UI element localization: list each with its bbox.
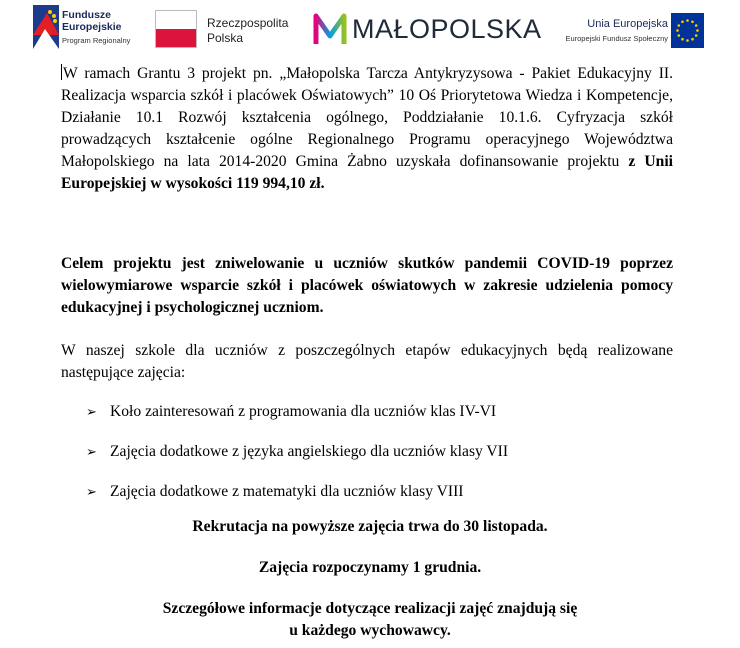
list-item-text: Zajęcia dodatkowe z matematyki dla uczniów klasy VIII: [110, 483, 464, 500]
fundusze-line3: Program Regionalny: [62, 36, 131, 45]
intro-text: W ramach Grantu 3 projekt pn. „Małopolska Tarcza Antykryzysowa - Pakiet Edukacyjny II. Realizacja wsparcia szkół i placówek Oświatowych” 10 Oś Priorytetowa Wiedza i Kompetencje, Działanie 10.1 Rozwój kształcenia ogólnego, Poddziałanie 10.1.6. Cyfryzacja szkół prowadzących kształcenie ogólne Regionalnego Programu operacyjnego Województwa Małopolskiego na lata 2014-2020 Gmina Żabno uzyskała dofinansowanie projektu: [61, 65, 673, 170]
malopolska-m-icon: [313, 12, 347, 46]
arrowhead-icon: ➢: [86, 445, 97, 460]
text-cursor: [61, 64, 62, 80]
polish-flag-icon: [155, 10, 197, 48]
details-line1: Szczegółowe informacje dotyczące realizacji zajęć znajdują się: [162, 600, 578, 617]
fundusze-line2: Europejskie: [62, 21, 122, 33]
list-item-text: Zajęcia dodatkowe z języka angielskiego dla uczniów klasy VII: [110, 443, 509, 460]
fundusze-line1: Fundusze: [62, 9, 111, 21]
malopolska-wordmark: MAŁOPOLSKA: [352, 14, 542, 44]
fundusze-europejskie-emblem-icon: [33, 5, 59, 49]
eu-flag-icon: [671, 13, 704, 48]
rzeczpospolita-line2: Polska: [207, 31, 244, 45]
recruitment-notice: Rekrutacja na powyższe zajęcia trwa do 30 listopada.: [192, 518, 548, 535]
start-date-notice: Zajęcia rozpoczynamy 1 grudnia.: [258, 559, 482, 576]
intro-paragraph: [61, 63, 673, 195]
rzeczpospolita-polska-logo: [155, 10, 295, 50]
fundusze-europejskie-logo: [33, 5, 143, 49]
rzeczpospolita-line1: Rzeczpospolita: [207, 16, 289, 30]
goal-paragraph: Celem projektu jest zniwelowanie u uczniów skutków pandemii COVID-19 poprzez wielowymiarowe wsparcie szkół i placówek oświatowych w zakresie udzielenia pomocy edukacyjnej i psychologicznej uczniom.: [61, 255, 673, 316]
arrowhead-icon: ➢: [86, 485, 97, 500]
details-line2: u każdego wychowawcy.: [289, 622, 451, 639]
arrowhead-icon: ➢: [86, 405, 97, 420]
list-item: [86, 402, 508, 442]
funding-amount: z Unii Europejskiej w wysokości 119 994,10 zł.: [61, 153, 673, 192]
activities-intro-paragraph: W naszej szkole dla uczniów z poszczególnych etapów edukacyjnych będą realizowane następujące zajęcia:: [61, 342, 673, 381]
logo-bar: [0, 0, 740, 56]
unia-europejska-logo: [565, 12, 708, 50]
details-notice: [0, 598, 740, 642]
list-item-text: Koło zainteresowań z programowania dla uczniów klas IV-VI: [110, 403, 497, 420]
malopolska-logo: [313, 10, 542, 50]
list-item: [86, 442, 508, 482]
ue-line2: Europejski Fundusz Społeczny: [565, 34, 668, 43]
activities-list: [86, 402, 508, 522]
ue-line1: Unia Europejska: [587, 18, 668, 30]
